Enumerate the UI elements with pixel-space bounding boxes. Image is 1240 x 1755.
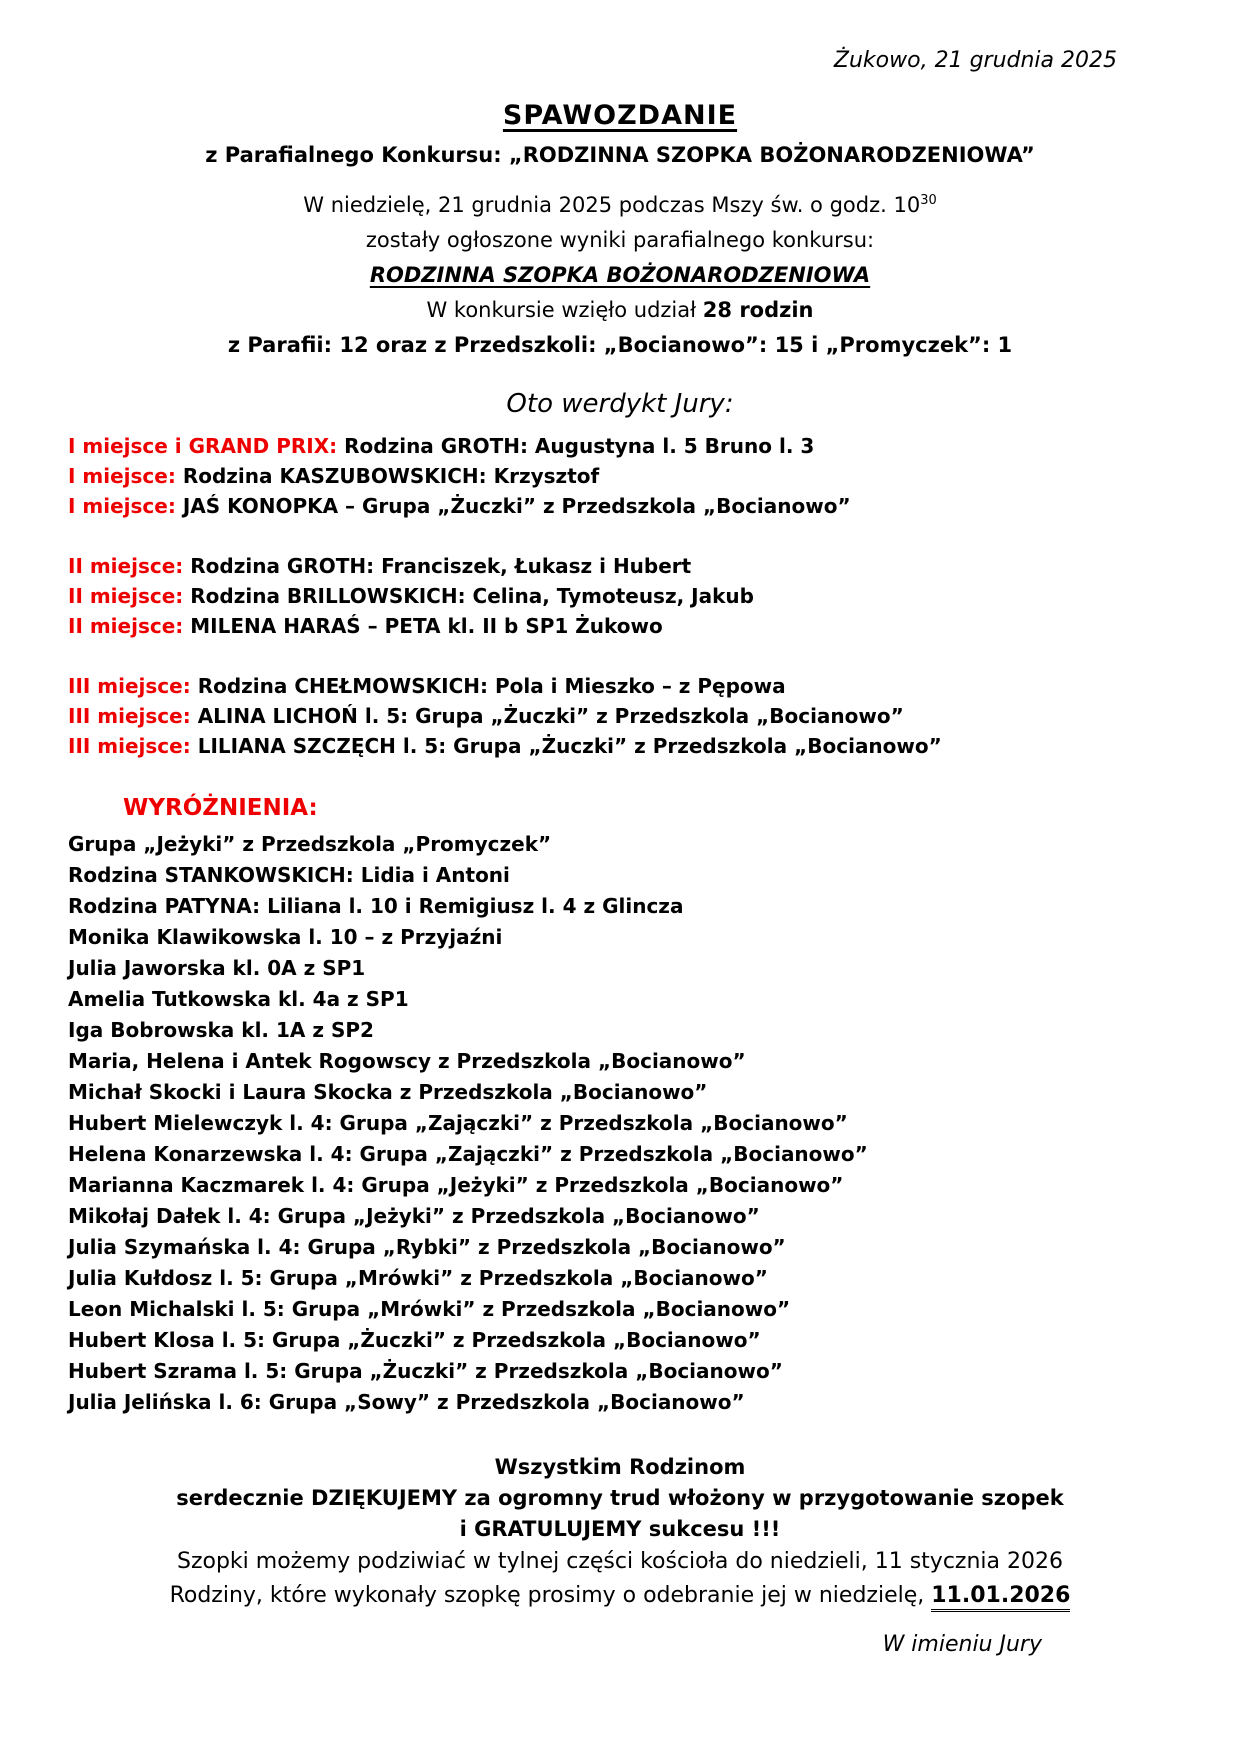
honor-row: Hubert Szrama l. 5: Grupa „Żuczki” z Przedszkola „Bocianowo” (68, 1359, 783, 1383)
closing-line-5 (68, 1579, 1172, 1613)
honor-row: Marianna Kaczmarek l. 4: Grupa „Jeżyki” z Przedszkola „Bocianowo” (68, 1173, 844, 1197)
award-place-label: I miejsce: (68, 494, 176, 518)
honor-row: Julia Jaworska kl. 0A z SP1 (68, 956, 366, 980)
honor-row: Mikołaj Dałek l. 4: Grupa „Jeżyki” z Przedszkola „Bocianowo” (68, 1204, 760, 1228)
verdict-heading: Oto werdykt Jury: (506, 389, 734, 419)
intro-line-5: z Parafii: 12 oraz z Przedszkoli: „Bocianowo”: 15 i „Promyczek”: 1 (227, 333, 1013, 357)
honors-heading: WYRÓŻNIENIA: (123, 795, 318, 821)
award-winner-text: Rodzina GROTH: Augustyna l. 5 Bruno l. 3 (344, 434, 815, 458)
award-winner-text: ALINA LICHOŃ l. 5: Grupa „Żuczki” z Przedszkola „Bocianowo” (197, 704, 904, 728)
report-subtitle: z Parafialnego Konkursu: „RODZINNA SZOPKA BOŻONARODZENIOWA” (205, 143, 1035, 167)
award-group (68, 551, 1172, 641)
award-place-label: III miejsce: (68, 734, 191, 758)
award-place-label: II miejsce: (68, 584, 184, 608)
closing-line-4: Szopki możemy podziwiać w tylnej części kościoła do niedzieli, 11 stycznia 2026 (176, 1549, 1063, 1574)
intro-line-1 (68, 183, 1172, 223)
closing-paragraph (68, 1452, 1172, 1613)
honor-row: Julia Szymańska l. 4: Grupa „Rybki” z Przedszkola „Bocianowo” (68, 1235, 786, 1259)
award-row (68, 701, 1172, 731)
award-row (68, 491, 1172, 521)
award-row (68, 551, 1172, 581)
closing-line-1: Wszystkim Rodzinom (494, 1455, 746, 1479)
intro-line-4 (68, 293, 1172, 328)
intro-line-2: zostały ogłoszone wyniki parafialnego konkursu: (365, 228, 875, 252)
award-place-label: III miejsce: (68, 704, 191, 728)
intro-line-1-superscript: 30 (920, 193, 937, 208)
award-group (68, 431, 1172, 521)
award-winner-text: MILENA HARAŚ – PETA kl. II b SP1 Żukowo (190, 614, 663, 638)
intro-line-4-text: W konkursie wzięło udział (426, 298, 703, 322)
honor-row: Julia Jelińska l. 6: Grupa „Sowy” z Przedszkola „Bocianowo” (68, 1390, 745, 1414)
award-place-label: I miejsce: (68, 464, 176, 488)
closing-line-3: i GRATULUJEMY sukcesu !!! (459, 1517, 781, 1541)
award-row (68, 431, 1172, 461)
honors-list (68, 829, 1172, 1418)
honor-row: Helena Konarzewska l. 4: Grupa „Zajączki” z Przedszkola „Bocianowo” (68, 1142, 868, 1166)
pickup-date: 11.01.2026 (931, 1583, 1070, 1612)
honor-row: Hubert Klosa l. 5: Grupa „Żuczki” z Przedszkola „Bocianowo” (68, 1328, 761, 1352)
report-title (68, 100, 1172, 131)
award-winner-text: Rodzina KASZUBOWSKICH: Krzysztof (182, 464, 600, 488)
honor-row: Iga Bobrowska kl. 1A z SP2 (68, 1018, 374, 1042)
closing-line-2: serdecznie DZIĘKUJEMY za ogromny trud włożony w przygotowanie szopek (176, 1486, 1064, 1510)
honor-row: Amelia Tutkowska kl. 4a z SP1 (68, 987, 409, 1011)
place-date: Żukowo, 21 grudnia 2025 (833, 48, 1117, 73)
families-count: 28 rodzin (702, 298, 814, 322)
award-winner-text: Rodzina CHEŁMOWSKICH: Pola i Mieszko – z Pępowa (197, 674, 786, 698)
award-place-label: I miejsce i GRAND PRIX: (68, 434, 338, 458)
intro-paragraph (68, 183, 1172, 363)
award-place-label: II miejsce: (68, 614, 184, 638)
award-row (68, 461, 1172, 491)
honor-row: Julia Kułdosz l. 5: Grupa „Mrówki” z Przedszkola „Bocianowo” (68, 1266, 768, 1290)
honor-row: Michał Skocki i Laura Skocka z Przedszkola „Bocianowo” (68, 1080, 708, 1104)
honor-row: Grupa „Jeżyki” z Przedszkola „Promyczek” (68, 832, 552, 856)
award-row (68, 671, 1172, 701)
award-place-label: II miejsce: (68, 554, 184, 578)
awards-list (68, 431, 1172, 761)
honor-row: Hubert Mielewczyk l. 4: Grupa „Zajączki” z Przedszkola „Bocianowo” (68, 1111, 848, 1135)
award-winner-text: JAŚ KONOPKA – Grupa „Żuczki” z Przedszkola „Bocianowo” (182, 494, 851, 518)
contest-name: RODZINNA SZOPKA BOŻONARODZENIOWA (369, 263, 871, 287)
honor-row: Leon Michalski l. 5: Grupa „Mrówki” z Przedszkola „Bocianowo” (68, 1297, 791, 1321)
honor-row: Rodzina STANKOWSKICH: Lidia i Antoni (68, 863, 510, 887)
award-row (68, 731, 1172, 761)
intro-line-1-text: W niedzielę, 21 grudnia 2025 podczas Mszy św. o godz. 10 (303, 193, 921, 217)
award-group (68, 671, 1172, 761)
report-title-text: SPAWOZDANIE (502, 100, 738, 131)
award-place-label: III miejsce: (68, 674, 191, 698)
honor-row: Monika Klawikowska l. 10 – z Przyjaźni (68, 925, 503, 949)
honor-row: Rodzina PATYNA: Liliana l. 10 i Remigiusz l. 4 z Glincza (68, 894, 684, 918)
honor-row: Maria, Helena i Antek Rogowscy z Przedszkola „Bocianowo” (68, 1049, 746, 1073)
closing-line-5-text: Rodziny, które wykonały szopkę prosimy o odebranie jej w niedzielę, (169, 1583, 932, 1608)
award-winner-text: LILIANA SZCZĘCH l. 5: Grupa „Żuczki” z Przedszkola „Bocianowo” (197, 734, 942, 758)
award-winner-text: Rodzina GROTH: Franciszek, Łukasz i Hubert (190, 554, 692, 578)
award-row (68, 611, 1172, 641)
intro-line-3 (68, 258, 1172, 293)
award-row (68, 581, 1172, 611)
award-winner-text: Rodzina BRILLOWSKICH: Celina, Tymoteusz, Jakub (190, 584, 754, 608)
jury-signature: W imieniu Jury (882, 1632, 1042, 1657)
